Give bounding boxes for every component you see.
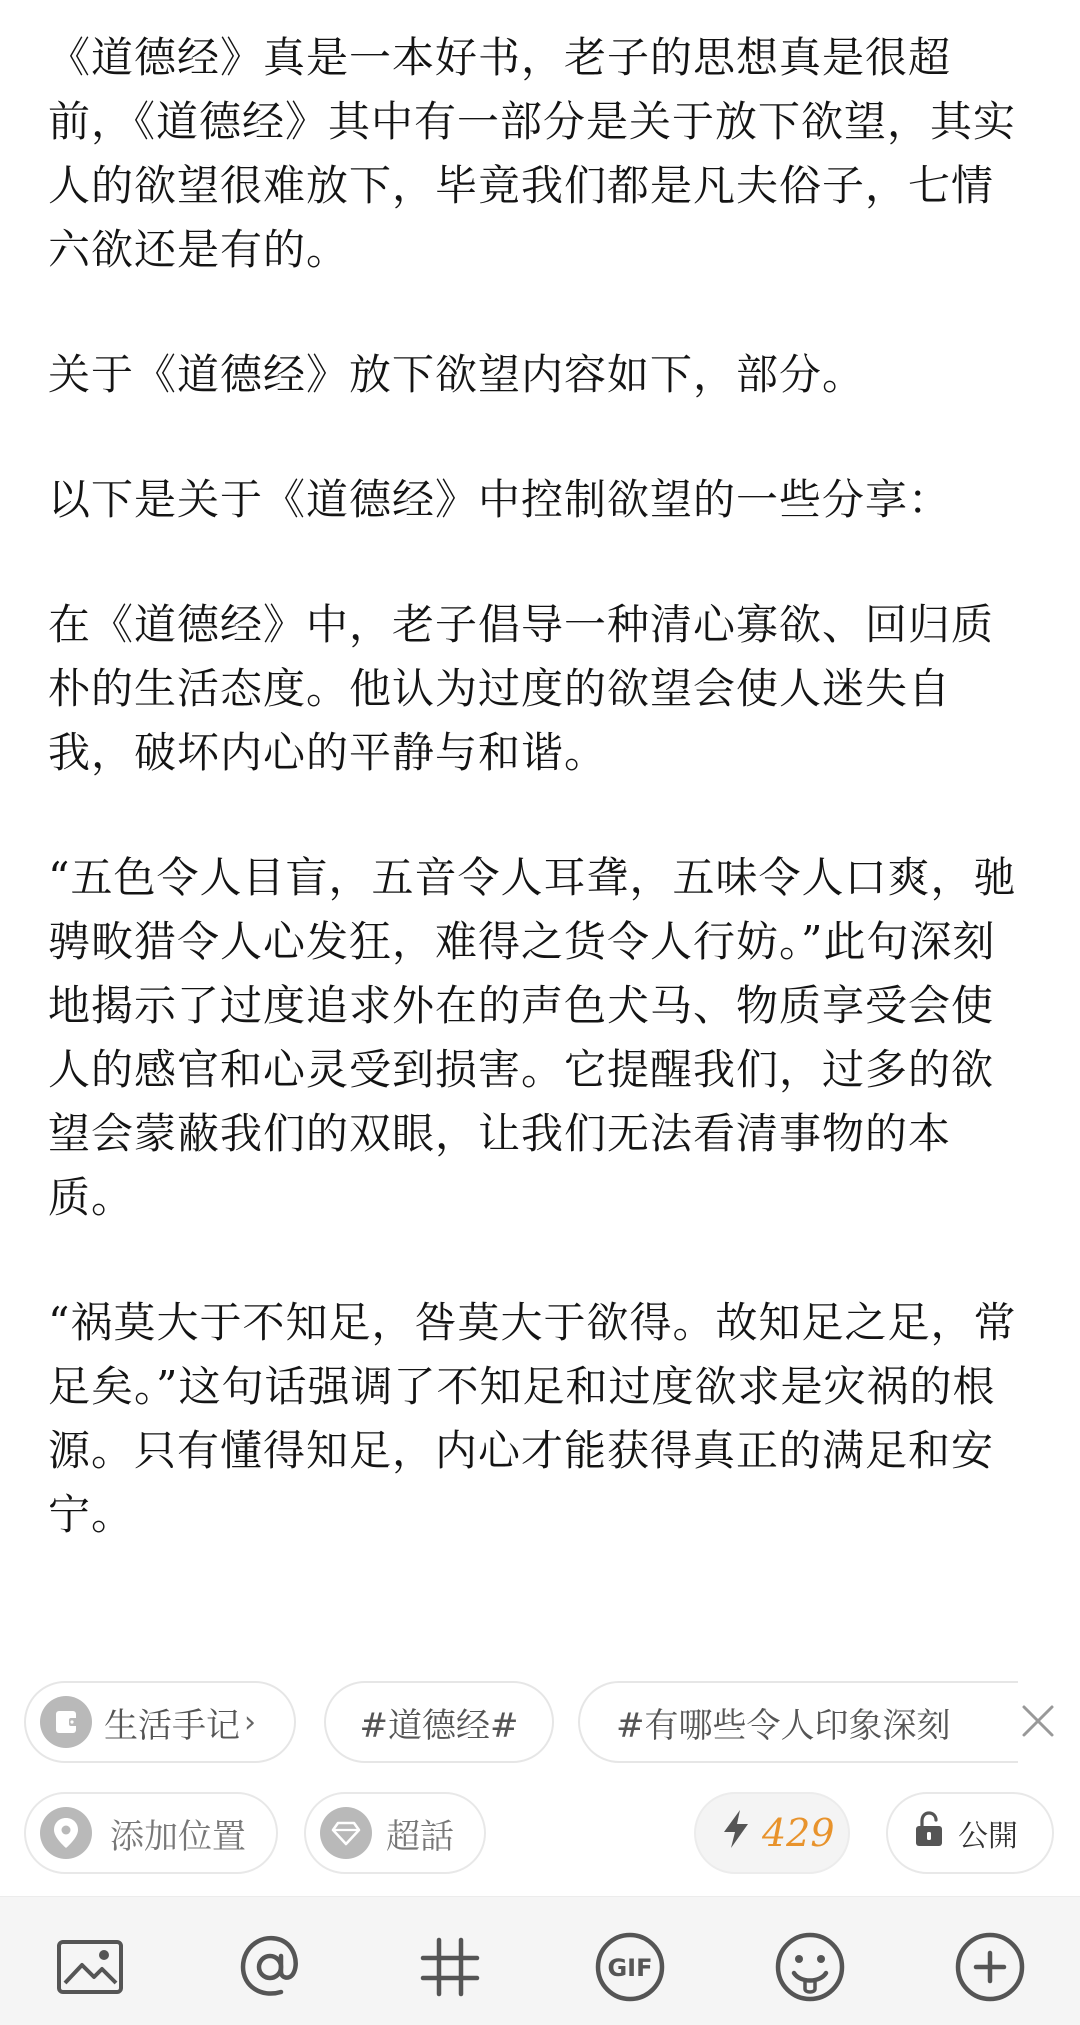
supertopic-label: 超話 (386, 1816, 454, 1857)
add-location-button[interactable] (24, 1792, 278, 1874)
topic-tag-chip[interactable] (578, 1681, 1018, 1763)
post-paragraph: 《道德经》真是一本好书，老子的思想真是很超前，《道德经》其中有一部分是关于放下欲望，其实人的欲望很难放下，毕竟我们都是凡夫俗子，七情六欲还是有的。 (48, 33, 1017, 274)
post-paragraph: “祸莫大于不知足，咎莫大于欲得。故知足之足，常足矣。”这句话强调了不知足和过度欲求是灾祸的根源。只有懂得知足，内心才能获得真正的满足和安宁。 (48, 1298, 1017, 1539)
notes-category-chip[interactable] (24, 1681, 296, 1763)
gif-icon[interactable] (580, 1917, 680, 2017)
post-options-row (24, 1792, 1064, 1874)
post-paragraph: 以下是关于《道德经》中控制欲望的一些分享： (48, 475, 952, 524)
hashtag-icon[interactable] (400, 1917, 500, 2017)
topic-tag-label: #有哪些令人印象深刻 (616, 1705, 951, 1746)
add-icon[interactable] (940, 1917, 1040, 2017)
add-location-label: 添加位置 (110, 1816, 246, 1857)
diamond-icon (320, 1807, 372, 1859)
image-icon[interactable] (40, 1917, 140, 2017)
topic-tag-label: #道德经# (359, 1705, 519, 1746)
post-paragraph: “五色令人目盲，五音令人耳聋，五味令人口爽，驰骋畋猎令人心发狂，难得之货令人行妨。”此句深刻地揭示了过度追求外在的声色犬马、物质享受会使人的感官和心灵受到损害。它提醒我们，过多的欲望会蒙蔽我们的双眼，让我们无法看清事物的本质。 (48, 853, 1017, 1222)
topic-chip-row (24, 1681, 1064, 1763)
chevron-right-icon: › (244, 1704, 256, 1740)
notes-category-label: 生活手记 (104, 1705, 240, 1746)
unlock-icon (912, 1810, 946, 1857)
emoji-icon[interactable] (760, 1917, 860, 2017)
gif-label: GIF (607, 1954, 653, 1982)
topic-tag-chip[interactable] (324, 1681, 554, 1763)
location-pin-icon (40, 1807, 92, 1859)
close-icon[interactable] (1008, 1691, 1068, 1751)
supertopic-button[interactable] (304, 1792, 486, 1874)
visibility-label: 公開 (958, 1819, 1018, 1854)
notebook-icon (40, 1696, 92, 1748)
lightning-icon (720, 1808, 752, 1859)
compose-toolbar (0, 1896, 1080, 2025)
post-paragraph: 在《道德经》中，老子倡导一种清心寡欲、回归质朴的生活态度。他认为过度的欲望会使人迷失自我，破坏内心的平静与和谐。 (48, 600, 995, 777)
mention-icon[interactable] (220, 1917, 320, 2017)
visibility-button[interactable] (886, 1792, 1054, 1874)
lightning-count-value: 429 (762, 1811, 835, 1855)
post-text-area[interactable] (48, 26, 1018, 1547)
lightning-count-button[interactable] (694, 1792, 850, 1874)
post-paragraph: 关于《道德经》放下欲望内容如下，部分。 (48, 350, 866, 399)
